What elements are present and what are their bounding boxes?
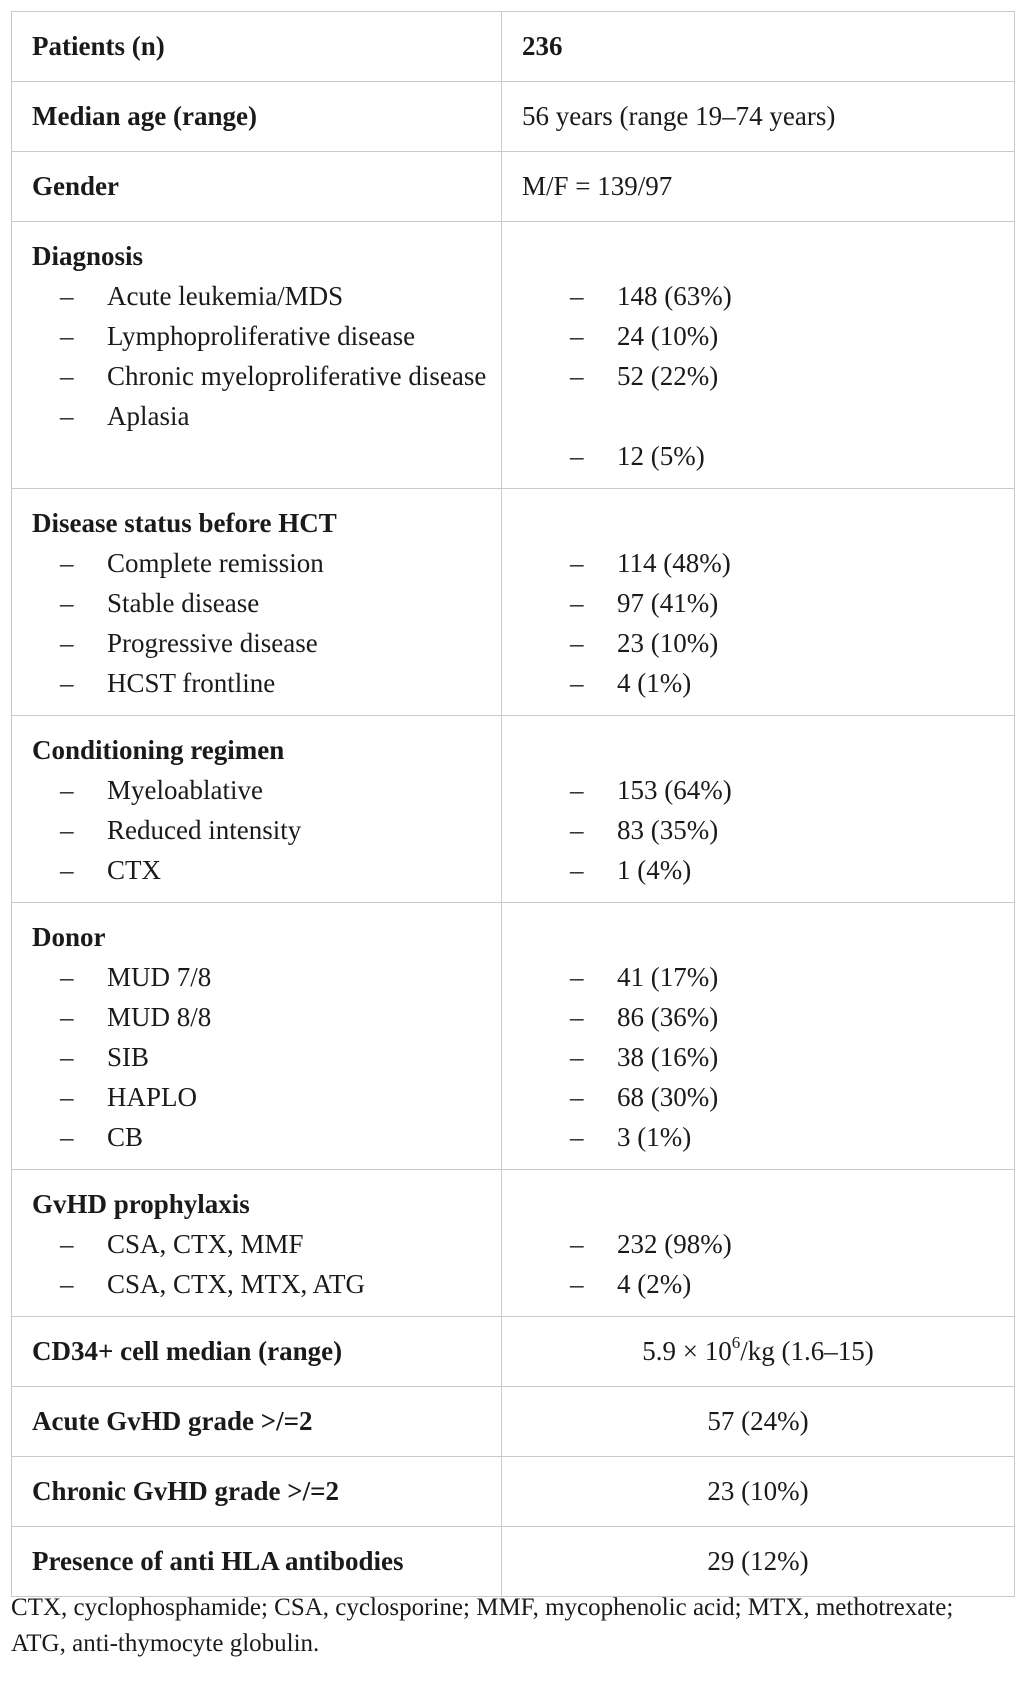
list-value: – 232 (98%): [570, 1229, 732, 1259]
row-value: M/F = 139/97: [502, 152, 1015, 222]
list-item: – Stable disease: [60, 588, 260, 618]
row-label: [12, 1170, 502, 1317]
list-item: – Reduced intensity: [60, 815, 302, 845]
list-value: – 1 (4%): [570, 855, 692, 885]
list-value: – 4 (1%): [570, 668, 692, 698]
list-item: – HCST frontline: [60, 668, 276, 698]
row-label: [12, 489, 502, 716]
group-heading: Disease status before HCT: [32, 508, 337, 538]
list-value: – 68 (30%): [570, 1082, 719, 1112]
row-label: Median age (range): [12, 82, 502, 152]
row-label: Presence of anti HLA antibodies: [12, 1527, 502, 1597]
list-item: – CSA, CTX, MMF: [60, 1229, 304, 1259]
list-value: – 83 (35%): [570, 815, 719, 845]
list-value: – 52 (22%): [570, 361, 719, 391]
row-label: CD34+ cell median (range): [12, 1317, 502, 1387]
table-row: [12, 152, 1015, 222]
list-item: – HAPLO: [60, 1082, 198, 1112]
list-item: – Complete remission: [60, 548, 324, 578]
row-value: 57 (24%): [502, 1387, 1015, 1457]
list-item: – Progressive disease: [60, 628, 318, 658]
list-value: – 114 (48%): [570, 548, 731, 578]
group-heading: GvHD prophylaxis: [32, 1189, 250, 1219]
row-value: [502, 489, 1015, 716]
table-row: [12, 12, 1015, 82]
list-item: – Acute leukemia/MDS: [60, 281, 344, 311]
table-row: [12, 1387, 1015, 1457]
table-row: [12, 82, 1015, 152]
row-label: Patients (n): [12, 12, 502, 82]
row-value: 236: [502, 12, 1015, 82]
list-value: – 148 (63%): [570, 281, 732, 311]
group-heading: Donor: [32, 922, 106, 952]
row-label: [12, 716, 502, 903]
list-item: – Myeloablative: [60, 775, 263, 805]
row-value: [502, 903, 1015, 1170]
list-item: – Lymphoproliferative disease: [60, 321, 416, 351]
row-label: [12, 222, 502, 489]
row-value: [502, 716, 1015, 903]
table-row: [12, 1457, 1015, 1527]
row-label: Gender: [12, 152, 502, 222]
list-value: – 4 (2%): [570, 1269, 692, 1299]
list-item: – SIB: [60, 1042, 150, 1072]
list-item: – Aplasia: [60, 401, 190, 431]
row-value: [502, 1170, 1015, 1317]
table-row: [12, 222, 1015, 489]
table-row: [12, 903, 1015, 1170]
table-row: [12, 489, 1015, 716]
list-item: – MUD 8/8: [60, 1002, 212, 1032]
list-value: – 24 (10%): [570, 321, 719, 351]
row-value: 56 years (range 19–74 years): [502, 82, 1015, 152]
list-value: – 41 (17%): [570, 962, 719, 992]
list-value: – 97 (41%): [570, 588, 719, 618]
list-value: – 23 (10%): [570, 628, 719, 658]
list-value: – 3 (1%): [570, 1122, 692, 1152]
list-value: – 38 (16%): [570, 1042, 719, 1072]
list-item: – MUD 7/8: [60, 962, 212, 992]
table-row: [12, 1317, 1015, 1387]
patient-characteristics-table: [11, 11, 1015, 1597]
list-value: – 153 (64%): [570, 775, 732, 805]
list-value: – 12 (5%): [570, 441, 705, 471]
row-label: Chronic GvHD grade >/=2: [12, 1457, 502, 1527]
row-label: [12, 903, 502, 1170]
row-value: $5.9 \times 10^6/kg$ (1.6–15): [502, 1317, 1015, 1387]
list-item: – Chronic myeloproliferative disease: [60, 361, 487, 391]
list-item: – CTX: [60, 855, 161, 885]
table-footnote: CTX, cyclophosphamide; CSA, cyclosporine; MMF, mycophenolic acid; MTX, methotrexate; ATG, anti-thymocyte globulin.: [11, 1594, 954, 1657]
table-row: [12, 1170, 1015, 1317]
list-value: – 86 (36%): [570, 1002, 719, 1032]
list-item: – CSA, CTX, MTX, ATG: [60, 1269, 366, 1299]
list-item: – CB: [60, 1122, 144, 1152]
group-heading: Diagnosis: [32, 241, 144, 271]
row-value: 29 (12%): [502, 1527, 1015, 1597]
table-row: [12, 716, 1015, 903]
group-heading: Conditioning regimen: [32, 735, 285, 765]
row-value: [502, 222, 1015, 489]
row-label: Acute GvHD grade >/=2: [12, 1387, 502, 1457]
row-value: 23 (10%): [502, 1457, 1015, 1527]
table-row: [12, 1527, 1015, 1597]
